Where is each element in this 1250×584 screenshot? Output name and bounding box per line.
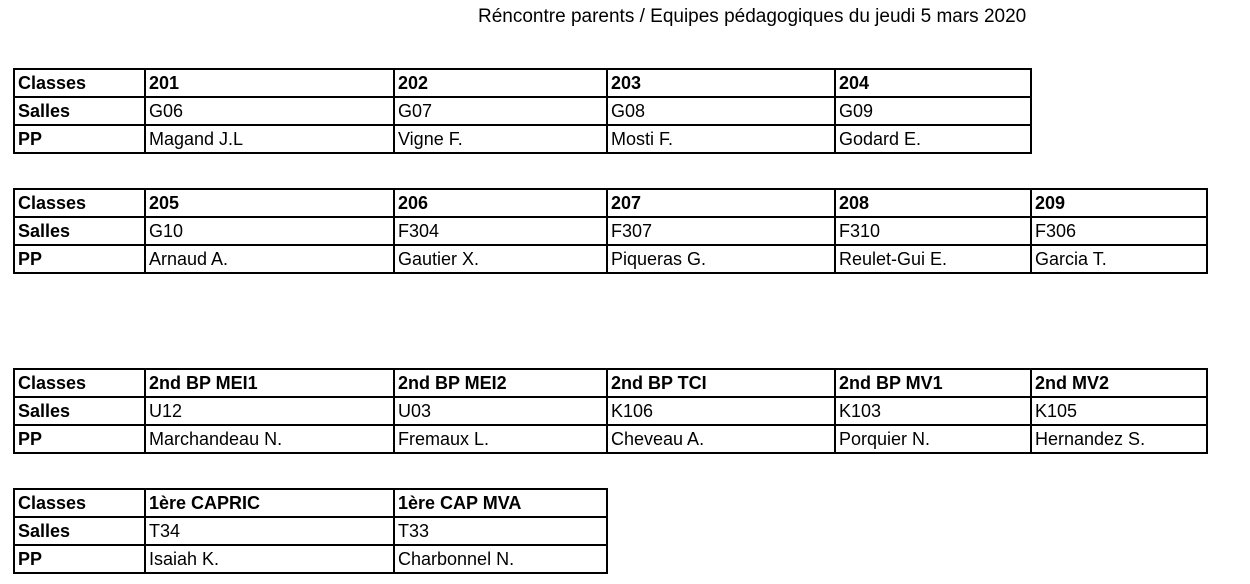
teacher-cell: Charbonnel N. (394, 545, 607, 573)
class-name: 209 (1031, 189, 1207, 217)
room-cell: T34 (145, 517, 394, 545)
row-pp (14, 425, 1207, 453)
row-label-pp: PP (14, 125, 145, 153)
teacher-cell: Vigne F. (394, 125, 607, 153)
teacher-cell: Cheveau A. (607, 425, 835, 453)
teacher-cell: Mosti F. (607, 125, 835, 153)
class-name: 208 (835, 189, 1031, 217)
class-table-3 (13, 368, 1208, 454)
room-cell: U12 (145, 397, 394, 425)
row-label-pp: PP (14, 425, 145, 453)
row-label-classes: Classes (14, 189, 145, 217)
room-cell: T33 (394, 517, 607, 545)
class-name: 205 (145, 189, 394, 217)
class-name: 1ère CAP MVA (394, 489, 607, 517)
teacher-cell: Gautier X. (394, 245, 607, 273)
row-label-salles: Salles (14, 517, 145, 545)
class-name: 201 (145, 69, 394, 97)
class-name: 1ère CAPRIC (145, 489, 394, 517)
row-label-classes: Classes (14, 69, 145, 97)
class-name: 2nd BP MV1 (835, 369, 1031, 397)
row-classes (14, 69, 1031, 97)
teacher-cell: Piqueras G. (607, 245, 835, 273)
class-table-1 (13, 68, 1032, 154)
room-cell: G08 (607, 97, 835, 125)
row-salles (14, 517, 607, 545)
row-pp (14, 245, 1207, 273)
row-label-classes: Classes (14, 489, 145, 517)
row-classes (14, 369, 1207, 397)
class-table-4 (13, 488, 608, 574)
teacher-cell: Fremaux L. (394, 425, 607, 453)
row-label-salles: Salles (14, 217, 145, 245)
room-cell: F310 (835, 217, 1031, 245)
room-cell: K103 (835, 397, 1031, 425)
teacher-cell: Godard E. (835, 125, 1031, 153)
row-classes (14, 489, 607, 517)
class-name: 206 (394, 189, 607, 217)
class-name: 2nd BP MEI2 (394, 369, 607, 397)
row-salles (14, 97, 1031, 125)
class-table-2 (13, 188, 1208, 274)
teacher-cell: Marchandeau N. (145, 425, 394, 453)
row-salles (14, 217, 1207, 245)
class-name: 2nd BP MEI1 (145, 369, 394, 397)
room-cell: F306 (1031, 217, 1207, 245)
class-name: 2nd MV2 (1031, 369, 1207, 397)
room-cell: U03 (394, 397, 607, 425)
row-label-salles: Salles (14, 97, 145, 125)
room-cell: K105 (1031, 397, 1207, 425)
teacher-cell: Magand J.L (145, 125, 394, 153)
room-cell: F307 (607, 217, 835, 245)
room-cell: G10 (145, 217, 394, 245)
row-pp (14, 545, 607, 573)
row-pp (14, 125, 1031, 153)
page-title: Réncontre parents / Equipes pédagogiques du jeudi 5 mars 2020 (478, 6, 1027, 27)
teacher-cell: Arnaud A. (145, 245, 394, 273)
teacher-cell: Porquier N. (835, 425, 1031, 453)
room-cell: G06 (145, 97, 394, 125)
row-label-classes: Classes (14, 369, 145, 397)
room-cell: G07 (394, 97, 607, 125)
class-name: 2nd BP TCI (607, 369, 835, 397)
row-label-pp: PP (14, 245, 145, 273)
class-name: 203 (607, 69, 835, 97)
room-cell: F304 (394, 217, 607, 245)
row-classes (14, 189, 1207, 217)
teacher-cell: Isaiah K. (145, 545, 394, 573)
teacher-cell: Reulet-Gui E. (835, 245, 1031, 273)
row-label-pp: PP (14, 545, 145, 573)
room-cell: G09 (835, 97, 1031, 125)
teacher-cell: Garcia T. (1031, 245, 1207, 273)
row-salles (14, 397, 1207, 425)
class-name: 207 (607, 189, 835, 217)
class-name: 204 (835, 69, 1031, 97)
room-cell: K106 (607, 397, 835, 425)
row-label-salles: Salles (14, 397, 145, 425)
teacher-cell: Hernandez S. (1031, 425, 1207, 453)
class-name: 202 (394, 69, 607, 97)
